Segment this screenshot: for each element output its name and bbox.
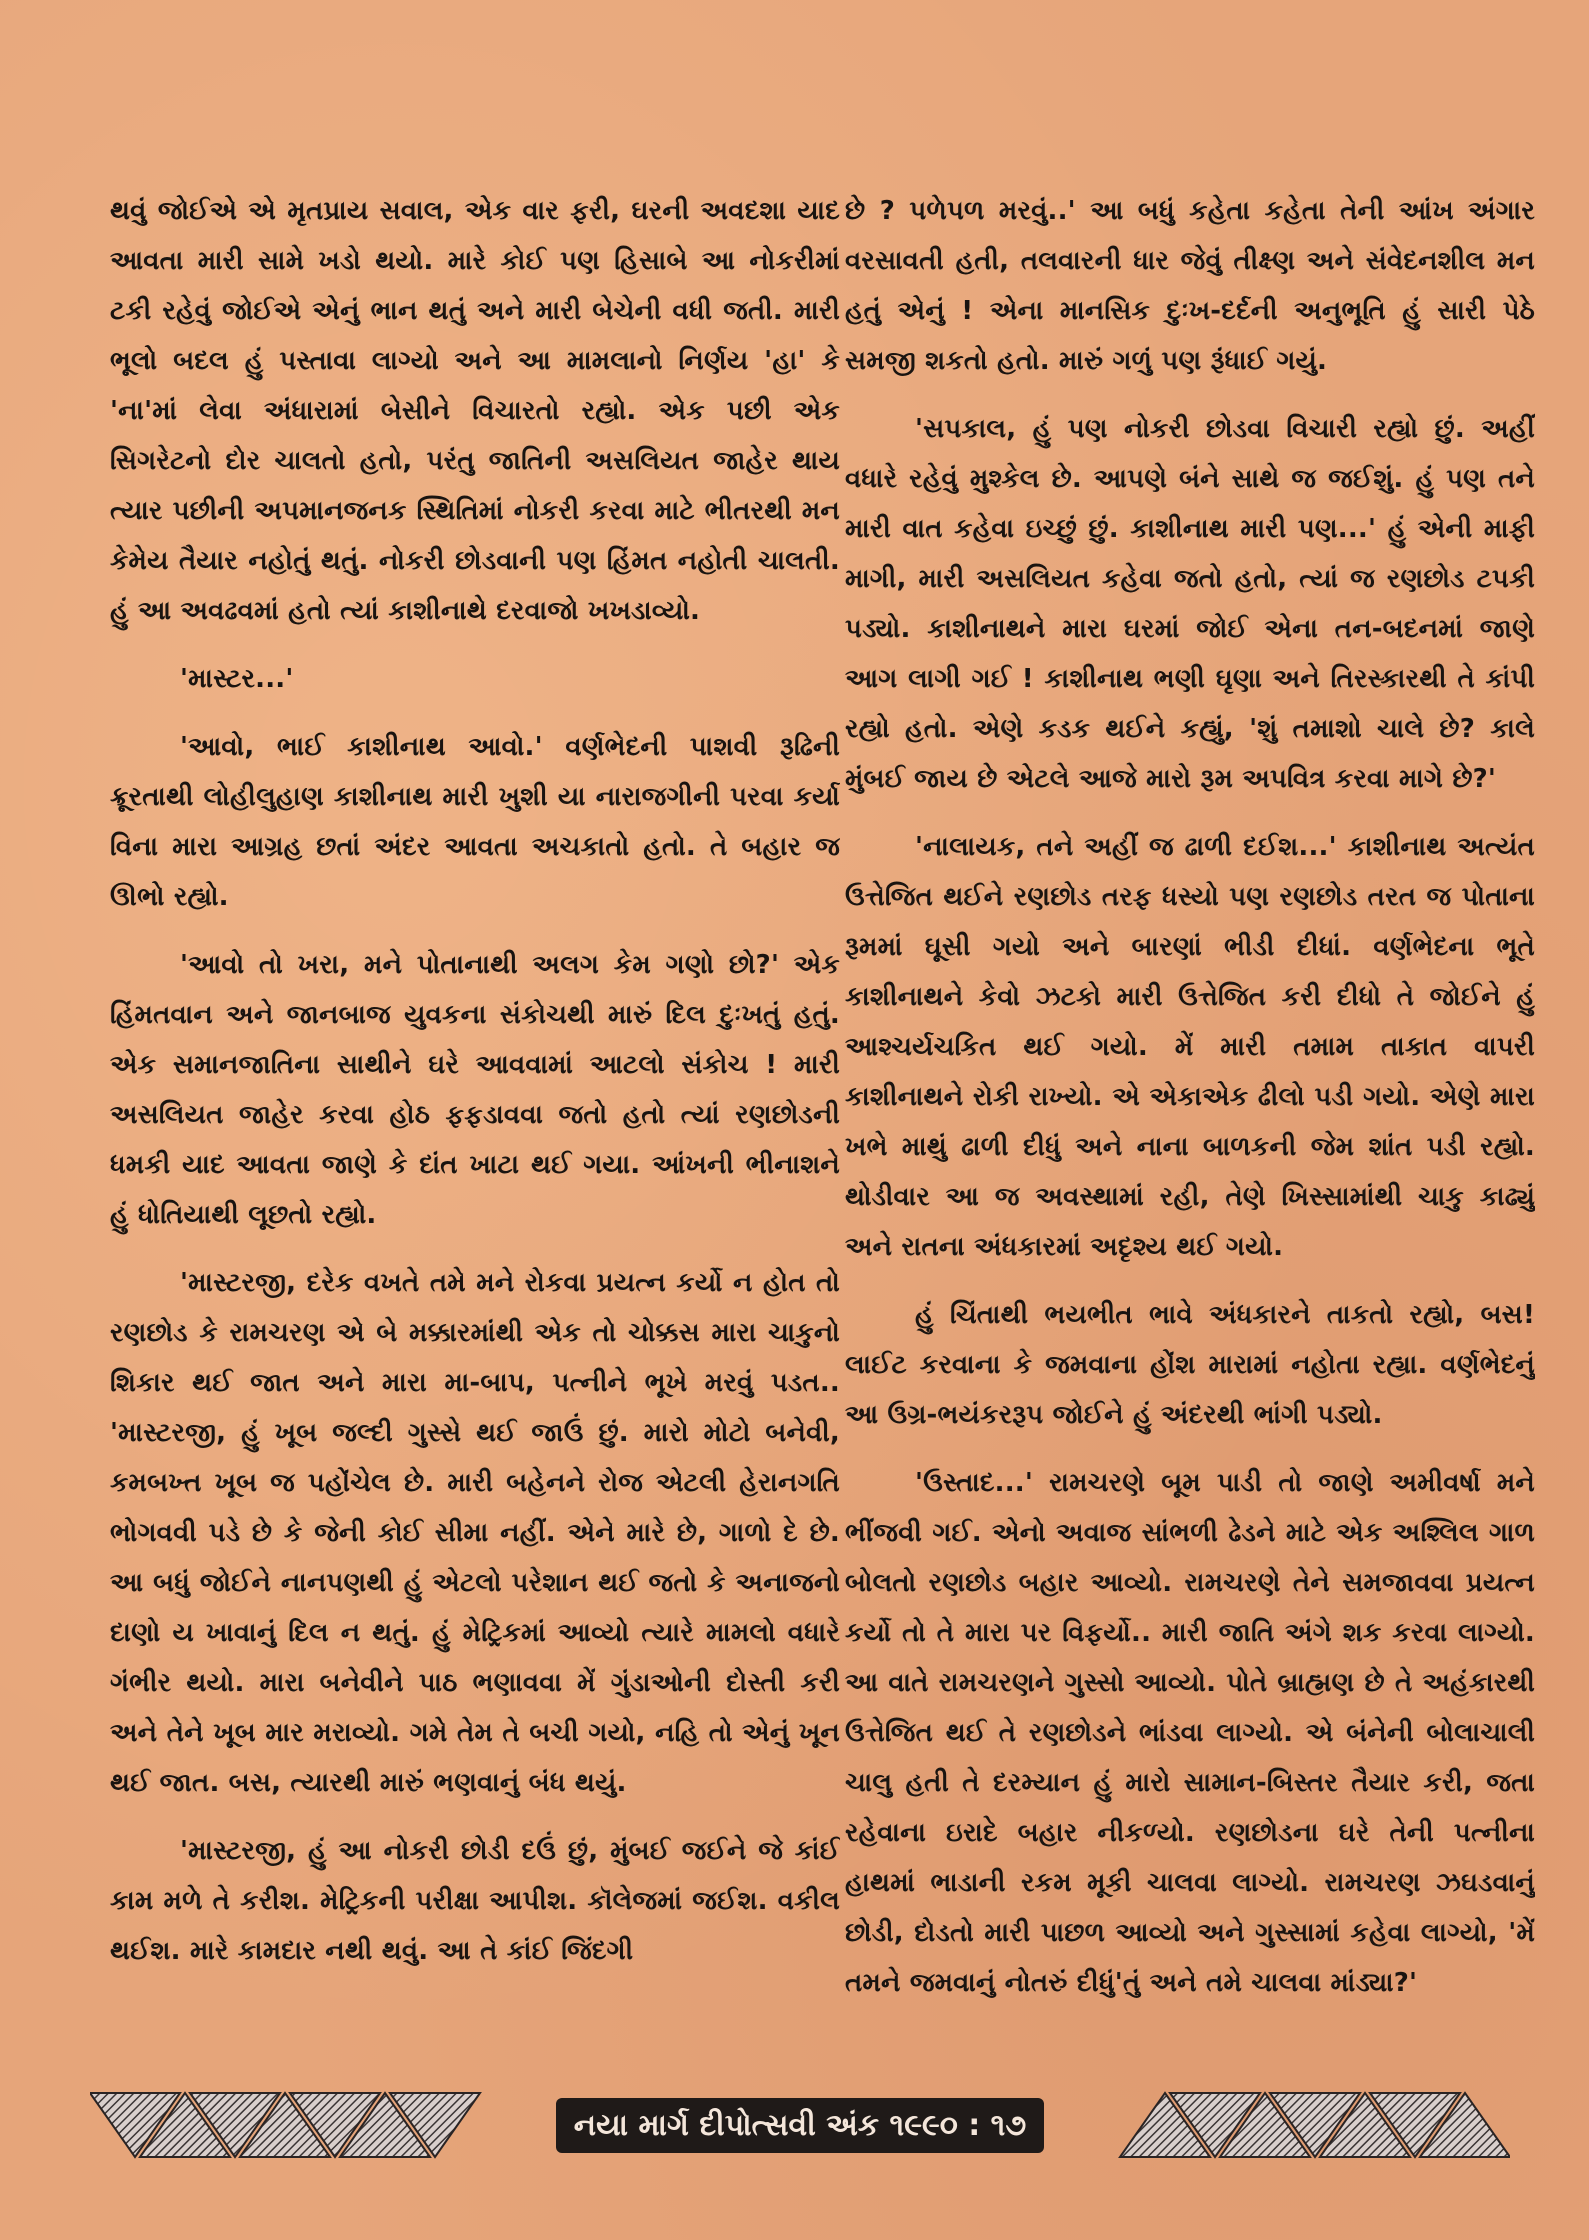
paragraph: છે ? પળેપળ મરવું..' આ બધું કહેતા કહેતા તેની આંખ અંગાર વરસાવતી હતી, તલવારની ધાર જેવું તીક્ષ્ણ અને સંવેદનશીલ મન હતું એનું ! એના માનસિક દુઃખ-દર્દની અનુભૂતિ હું સારી પેઠે સમજી શકતો હતો. મારું ગળું પણ રૂંધાઈ ગયું. <box>845 196 1535 376</box>
paragraph: 'માસ્ટરજી, હું આ નોકરી છોડી દઉં છું, મુંબઈ જઈને જે કાંઈ કામ મળે તે કરીશ. મેટ્રિકની પરીક્ષા આપીશ. કૉલેજમાં જઈશ. વકીલ થઈશ. મારે કામદાર નથી થવું. આ તે કાંઈ જિંદગી <box>110 1836 840 1966</box>
paragraph: 'સપકાલ, હું પણ નોકરી છોડવા વિચારી રહ્યો છું. અહીં વધારે રહેવું મુશ્કેલ છે. આપણે બંને સાથે જ જઈશું. હું પણ તને મારી વાત કહેવા ઇચ્છું છું. કાશીનાથ મારી પણ...' હું એની માફી માગી, મારી અસલિયત કહેવા જતો હતો, ત્યાં જ રણછોડ ટપકી પડ્યો. કાશીનાથને મારા ઘરમાં જોઈ એના તન-બદનમાં જાણે આગ લાગી ગઈ ! કાશીનાથ ભણી ઘૃણા અને તિરસ્કારથી તે કાંપી રહ્યો હતો. એણે કડક થઈને કહ્યું, 'શું તમાશો ચાલે છે? કાલે મુંબઈ જાય છે એટલે આજે મારો રૂમ અપવિત્ર કરવા માગે છે?' <box>845 414 1535 794</box>
footer-issue-label: નયા માર્ગ દીપોત્સવી અંક ૧૯૯૦ : ૧૭ <box>556 2098 1044 2153</box>
left-text-column <box>110 186 840 2086</box>
paragraph: 'નાલાયક, તને અહીં જ ઢાળી દઈશ...' કાશીનાથ અત્યંત ઉત્તેજિત થઈને રણછોડ તરફ ધસ્યો પણ રણછોડ તરત જ પોતાના રૂમમાં ઘૂસી ગયો અને બારણાં ભીડી દીધાં. વર્ણભેદના ભૂતે કાશીનાથને કેવો ઝટકો મારી ઉત્તેજિત કરી દીધો તે જોઈને હું આશ્ચર્યચકિત થઈ ગયો. મેં મારી તમામ તાકાત વાપરી કાશીનાથને રોકી રાખ્યો. એ એકાએક ઢીલો પડી ગયો. એણે મારા ખભે માથું ઢાળી દીધું અને નાના બાળકની જેમ શાંત પડી રહ્યો. થોડીવાર આ જ અવસ્થામાં રહી, તેણે ખિસ્સામાંથી ચાકુ કાઢ્યું અને રાતના અંધકારમાં અદૃશ્ય થઈ ગયો. <box>845 832 1535 1262</box>
right-text-column <box>845 186 1535 2086</box>
paragraph: 'માસ્ટર...' <box>180 664 294 694</box>
paragraph: 'ઉસ્તાદ...' રામચરણે બૂમ પાડી તો જાણે અમીવર્ષા મને ભીંજવી ગઈ. એનો અવાજ સાંભળી ઢેડને માટે એક અશ્લિલ ગાળ બોલતો રણછોડ બહાર આવ્યો. રામચરણે તેને સમજાવવા પ્રયત્ન કર્યો તો તે મારા પર વિફર્યો.. મારી જાતિ અંગે શક કરવા લાગ્યો. આ વાતે રામચરણને ગુસ્સો આવ્યો. પોતે બ્રાહ્મણ છે તે અહંકારથી ઉત્તેજિત થઈ તે રણછોડને ભાંડવા લાગ્યો. એ બંનેની બોલાચાલી ચાલુ હતી તે દરમ્યાન હું મારો સામાન-બિસ્તર તૈયાર કરી, જતા રહેવાના ઇરાદે બહાર નીકળ્યો. રણછોડના ઘરે તેની પત્નીના હાથમાં ભાડાની રકમ મૂકી ચાલવા લાગ્યો. રામચરણ ઝઘડવાનું છોડી, દોડતો મારી પાછળ આવ્યો અને ગુસ્સામાં કહેવા લાગ્યો, 'મેં તમને જમવાનું નોતરું દીધું'તું અને તમે ચાલવા માંડ્યા?' <box>845 1468 1535 1998</box>
paragraph: 'આવો, ભાઈ કાશીનાથ આવો.' વર્ણભેદની પાશવી રૂઢિની ક્રૂરતાથી લોહીલુહાણ કાશીનાથ મારી ખુશી યા નારાજગીની પરવા કર્યા વિના મારા આગ્રહ છતાં અંદર આવતા અચકાતો હતો. તે બહાર જ ઊભો રહ્યો. <box>110 732 840 912</box>
paragraph: 'આવો તો ખરા, મને પોતાનાથી અલગ કેમ ગણો છો?' એક હિંમતવાન અને જાનબાજ યુવકના સંકોચથી મારું દિલ દુઃખતું હતું. એક સમાનજાતિના સાથીને ઘરે આવવામાં આટલો સંકોચ ! મારી અસલિયત જાહેર કરવા હોઠ ફફડાવવા જતો હતો ત્યાં રણછોડની ધમકી યાદ આવતા જાણે કે દાંત ખાટા થઈ ગયા. આંખની ભીનાશને હું ધોતિયાથી લૂછતો રહ્યો. <box>110 950 840 1230</box>
paragraph: હું ચિંતાથી ભયભીત ભાવે અંધકારને તાકતો રહ્યો, બસ! લાઈટ કરવાના કે જમવાના હોંશ મારામાં નહોતા રહ્યા. વર્ણભેદનું આ ઉગ્ર-ભયંકરરૂપ જોઈને હું અંદરથી ભાંગી પડ્યો. <box>845 1300 1535 1430</box>
paragraph: 'માસ્ટરજી, દરેક વખતે તમે મને રોકવા પ્રયત્ન કર્યો ન હોત તો રણછોડ કે રામચરણ એ બે મક્કારમાંથી એક તો ચોક્કસ મારા ચાકુનો શિકાર થઈ જાત અને મારા મા-બાપ, પત્નીને ભૂખે મરવું પડત.. 'માસ્ટરજી, હું ખૂબ જલ્દી ગુસ્સે થઈ જાઉં છું. મારો મોટો બનેવી, કમબખ્ત ખૂબ જ પહોંચેલ છે. મારી બહેનને રોજ એટલી હેરાનગતિ ભોગવવી પડે છે કે જેની કોઈ સીમા નહીં. એને મારે છે, ગાળો દે છે. આ બધું જોઈને નાનપણથી હું એટલો પરેશાન થઈ જતો કે અનાજનો દાણો ય ખાવાનું દિલ ન થતું. હું મેટ્રિકમાં આવ્યો ત્યારે મામલો વધારે ગંભીર થયો. મારા બનેવીને પાઠ ભણાવવા મેં ગુંડાઓની દોસ્તી કરી અને તેને ખૂબ માર મરાવ્યો. ગમે તેમ તે બચી ગયો, નહિ તો એનું ખૂન થઈ જાત. બસ, ત્યારથી મારું ભણવાનું બંધ થયું. <box>110 1268 840 1798</box>
page-footer <box>90 2085 1510 2165</box>
paragraph: થવું જોઈએ એ મૃતપ્રાય સવાલ, એક વાર ફરી, ઘરની અવદશા યાદ આવતા મારી સામે ખડો થયો. મારે કોઈ પણ હિસાબે આ નોકરીમાં ટકી રહેવું જોઈએ એનું ભાન થતું અને મારી બેચેની વધી જતી. મારી ભૂલો બદલ હું પસ્તાવા લાગ્યો અને આ મામલાનો નિર્ણય 'હા' કે 'ના'માં લેવા અંધારામાં બેસીને વિચારતો રહ્યો. એક પછી એક સિગરેટનો દોર ચાલતો હતો, પરંતુ જાતિની અસલિયત જાહેર થાય ત્યાર પછીની અપમાનજનક સ્થિતિમાં નોકરી કરવા માટે ભીતરથી મન કેમેય તૈયાર નહોતું થતું. નોકરી છોડવાની પણ હિંમત નહોતી ચાલતી. હું આ અવઢવમાં હતો ત્યાં કાશીનાથે દરવાજો ખખડાવ્યો. <box>110 196 840 626</box>
